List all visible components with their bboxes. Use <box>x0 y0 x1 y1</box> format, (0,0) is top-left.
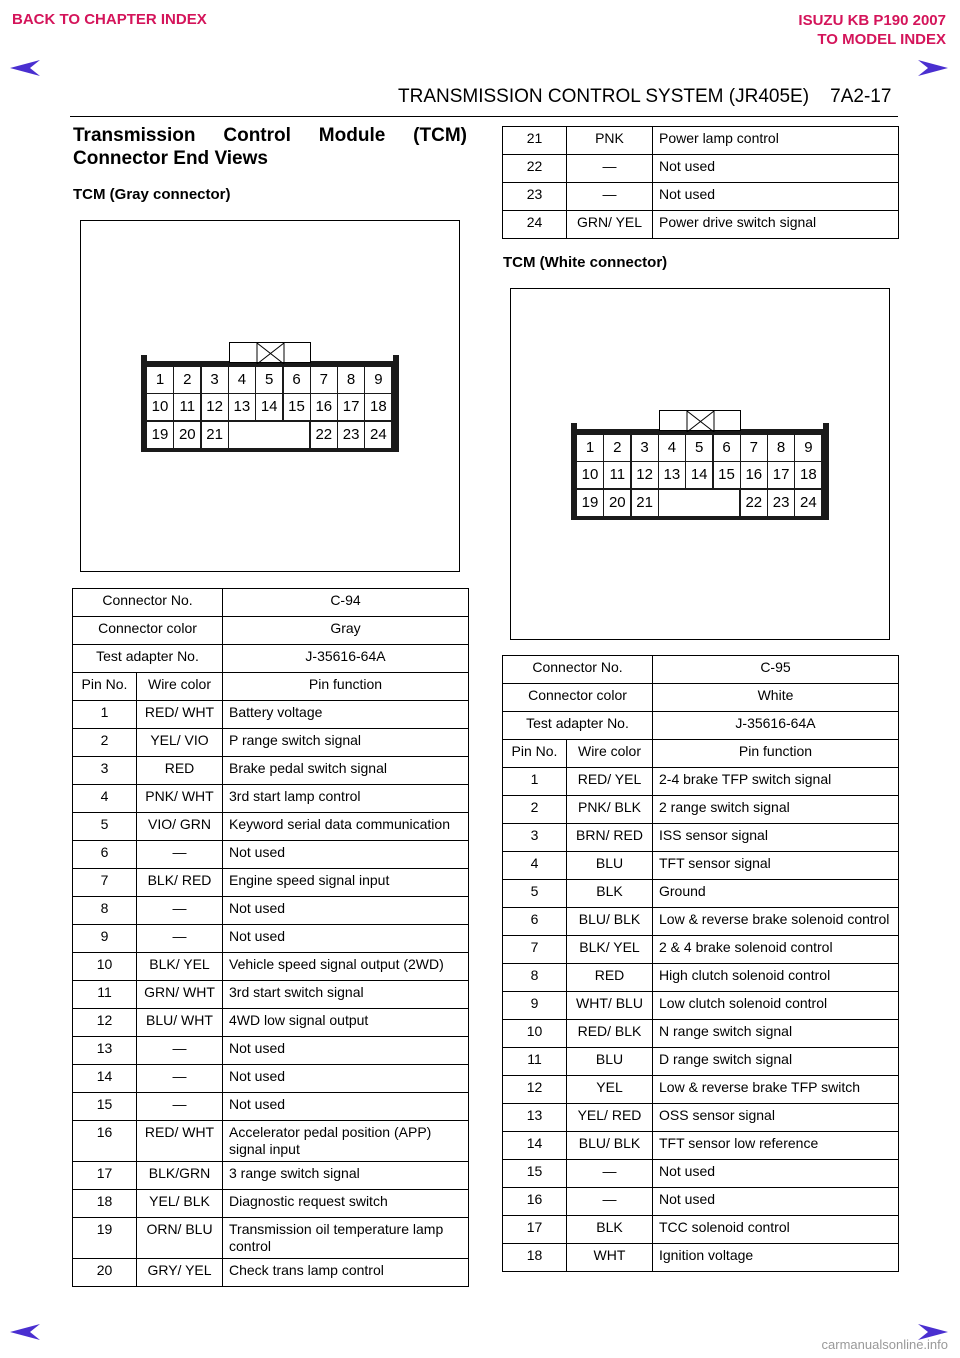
connector-pin: 12 <box>202 394 228 420</box>
connector-pin: 1 <box>147 367 173 393</box>
pin-function: Vehicle speed signal output (2WD) <box>223 953 469 981</box>
pin-function: Battery voltage <box>223 701 469 729</box>
table-row <box>73 1259 469 1287</box>
pin-number: 8 <box>503 964 567 992</box>
connector-latch <box>823 423 829 437</box>
gray-connector-table-continued <box>502 126 899 239</box>
wire-color: — <box>137 897 223 925</box>
pin-function: Not used <box>653 1188 899 1216</box>
table-row <box>503 936 899 964</box>
wire-color: PNK/ BLK <box>567 796 653 824</box>
connector-pin: 7 <box>311 367 337 393</box>
table-row <box>503 824 899 852</box>
connector-pin: 9 <box>365 367 391 393</box>
pin-number: 1 <box>503 768 567 796</box>
gray-info-row <box>73 589 469 617</box>
table-row <box>503 1020 899 1048</box>
table-row <box>503 852 899 880</box>
column-header-wire-color: Wire color <box>567 740 653 768</box>
pin-function: Not used <box>223 897 469 925</box>
connector-pin: 12 <box>632 462 658 488</box>
table-row <box>503 1076 899 1104</box>
pin-function: 3rd start switch signal <box>223 981 469 1009</box>
connector-pin: 15 <box>714 462 740 488</box>
connector-pin: 2 <box>174 367 200 393</box>
pin-function: Power drive switch signal <box>653 211 899 239</box>
table-row <box>503 1104 899 1132</box>
white-connector-figure <box>510 288 890 640</box>
wire-color: BLK/GRN <box>137 1162 223 1190</box>
wire-color: BLK <box>567 880 653 908</box>
wire-color: RED/ YEL <box>567 768 653 796</box>
pin-number: 21 <box>503 127 567 155</box>
key-cross-icon <box>660 411 742 432</box>
connector-pin: 10 <box>147 394 173 420</box>
pin-number: 5 <box>73 813 137 841</box>
pin-number: 6 <box>73 841 137 869</box>
pin-number: 4 <box>503 852 567 880</box>
connector-pin: 5 <box>256 367 282 393</box>
connector-pin: 21 <box>202 422 228 448</box>
pin-function: Not used <box>223 841 469 869</box>
wire-color: — <box>137 1093 223 1121</box>
connector-pin: 16 <box>741 462 767 488</box>
pin-number: 17 <box>503 1216 567 1244</box>
connector-blank-area <box>229 422 310 448</box>
connector-pin: 7 <box>741 435 767 461</box>
table-row <box>73 981 469 1009</box>
wire-color: PNK <box>567 127 653 155</box>
info-value: J-35616-64A <box>223 645 469 673</box>
wire-color: RED <box>567 964 653 992</box>
pin-function: Ignition voltage <box>653 1244 899 1272</box>
connector-latch <box>393 355 399 369</box>
table-row <box>73 1009 469 1037</box>
table-row <box>73 1065 469 1093</box>
connector-pin: 8 <box>768 435 794 461</box>
pin-function: P range switch signal <box>223 729 469 757</box>
connector-pin: 18 <box>795 462 821 488</box>
page-header-title: TRANSMISSION CONTROL SYSTEM (JR405E) 7A2-17 <box>398 86 892 107</box>
pin-function: 3rd start lamp control <box>223 785 469 813</box>
pin-number: 14 <box>503 1132 567 1160</box>
connector-pin: 9 <box>795 435 821 461</box>
wire-color: GRN/ YEL <box>567 211 653 239</box>
pin-number: 15 <box>503 1160 567 1188</box>
white-info-row <box>503 712 899 740</box>
connector-pin: 20 <box>174 422 200 448</box>
pin-function: Check trans lamp control <box>223 1259 469 1287</box>
table-row <box>503 155 899 183</box>
gray-connector-subhead: TCM (Gray connector) <box>73 186 231 203</box>
connector-pin: 14 <box>686 462 712 488</box>
connector-pin: 21 <box>632 490 658 516</box>
pin-function: Power lamp control <box>653 127 899 155</box>
wire-color: BLU <box>567 1048 653 1076</box>
column-header-pin-function: Pin function <box>223 673 469 701</box>
table-row <box>503 1244 899 1272</box>
table-row <box>73 1093 469 1121</box>
pin-number: 23 <box>503 183 567 211</box>
wire-color: RED/ WHT <box>137 1121 223 1162</box>
table-row <box>503 964 899 992</box>
wire-color: VIO/ GRN <box>137 813 223 841</box>
connector-pin: 15 <box>284 394 310 420</box>
pin-function: Not used <box>653 1160 899 1188</box>
connector-pin: 23 <box>338 422 364 448</box>
white-column-header-row <box>503 740 899 768</box>
pin-function: Not used <box>653 183 899 211</box>
connector-pin: 6 <box>714 435 740 461</box>
wire-color: RED/ BLK <box>567 1020 653 1048</box>
model-name: ISUZU KB P190 2007 <box>798 12 946 29</box>
pin-number: 22 <box>503 155 567 183</box>
connector-pin: 11 <box>604 462 630 488</box>
pin-number: 3 <box>503 824 567 852</box>
connector-pin: 20 <box>604 490 630 516</box>
info-value: Gray <box>223 617 469 645</box>
pin-number: 17 <box>73 1162 137 1190</box>
footer-watermark: carmanualsonline.info <box>821 1337 948 1352</box>
connector-pin: 22 <box>741 490 767 516</box>
info-label: Test adapter No. <box>73 645 223 673</box>
pin-function: ISS sensor signal <box>653 824 899 852</box>
info-label: Connector No. <box>503 656 653 684</box>
pin-number: 24 <box>503 211 567 239</box>
wire-color: GRN/ WHT <box>137 981 223 1009</box>
pin-function: TCC solenoid control <box>653 1216 899 1244</box>
pin-number: 2 <box>503 796 567 824</box>
gray-column-header-row <box>73 673 469 701</box>
pin-function: Keyword serial data communication <box>223 813 469 841</box>
connector-pin: 10 <box>577 462 603 488</box>
connector-pin: 24 <box>795 490 821 516</box>
pin-function: N range switch signal <box>653 1020 899 1048</box>
pin-function: Low & reverse brake TFP switch <box>653 1076 899 1104</box>
connector-pin: 23 <box>768 490 794 516</box>
table-row <box>503 1216 899 1244</box>
connector-pin: 13 <box>659 462 685 488</box>
connector-pin: 13 <box>229 394 255 420</box>
info-label: Connector No. <box>73 589 223 617</box>
key-cross-icon <box>230 343 312 364</box>
wire-color: BLU/ BLK <box>567 908 653 936</box>
wire-color: WHT/ BLU <box>567 992 653 1020</box>
table-row <box>503 183 899 211</box>
connector-pin: 3 <box>202 367 228 393</box>
info-label: Connector color <box>503 684 653 712</box>
connector-pin: 5 <box>686 435 712 461</box>
connector-pin: 6 <box>284 367 310 393</box>
table-row <box>503 992 899 1020</box>
pin-number: 7 <box>73 869 137 897</box>
connector-pin: 17 <box>768 462 794 488</box>
gray-connector-table <box>72 588 469 1287</box>
to-model-index-label: TO MODEL INDEX <box>817 31 946 48</box>
pin-number: 3 <box>73 757 137 785</box>
pin-function: 2 & 4 brake solenoid control <box>653 936 899 964</box>
pin-function: Not used <box>653 155 899 183</box>
pin-number: 10 <box>503 1020 567 1048</box>
pin-function: Transmission oil temperature lamp control <box>223 1218 469 1259</box>
info-value: C-95 <box>653 656 899 684</box>
wire-color: BLK/ RED <box>137 869 223 897</box>
white-connector-table <box>502 655 899 1272</box>
wire-color: PNK/ WHT <box>137 785 223 813</box>
pin-number: 5 <box>503 880 567 908</box>
column-header-pin-function: Pin function <box>653 740 899 768</box>
pin-number: 9 <box>73 925 137 953</box>
connector-pin: 22 <box>311 422 337 448</box>
column-header-pin-no: Pin No. <box>73 673 137 701</box>
left-arrow-icon[interactable] <box>8 1322 42 1342</box>
connector-pin: 18 <box>365 394 391 420</box>
pin-number: 9 <box>503 992 567 1020</box>
pin-number: 12 <box>73 1009 137 1037</box>
wire-color: BRN/ RED <box>567 824 653 852</box>
info-label: Test adapter No. <box>503 712 653 740</box>
pin-function: Not used <box>223 1065 469 1093</box>
pin-function: Low & reverse brake solenoid control <box>653 908 899 936</box>
wire-color: — <box>137 1065 223 1093</box>
pin-function: Brake pedal switch signal <box>223 757 469 785</box>
table-row <box>73 841 469 869</box>
wire-color: RED <box>137 757 223 785</box>
connector-pin: 16 <box>311 394 337 420</box>
wire-color: — <box>137 841 223 869</box>
connector-pin: 24 <box>365 422 391 448</box>
pin-number: 18 <box>503 1244 567 1272</box>
pin-function: OSS sensor signal <box>653 1104 899 1132</box>
wire-color: BLK/ YEL <box>137 953 223 981</box>
table-row <box>73 1121 469 1162</box>
table-row <box>503 796 899 824</box>
column-header-wire-color: Wire color <box>137 673 223 701</box>
table-row <box>73 869 469 897</box>
pin-number: 2 <box>73 729 137 757</box>
table-row <box>73 1190 469 1218</box>
table-row <box>503 1188 899 1216</box>
pin-function: Engine speed signal input <box>223 869 469 897</box>
pin-function: TFT sensor signal <box>653 852 899 880</box>
wire-color: YEL/ VIO <box>137 729 223 757</box>
table-row <box>503 127 899 155</box>
pin-number: 11 <box>73 981 137 1009</box>
pin-function: Diagnostic request switch <box>223 1190 469 1218</box>
connector-pin: 3 <box>632 435 658 461</box>
wire-color: WHT <box>567 1244 653 1272</box>
pin-number: 7 <box>503 936 567 964</box>
wire-color: RED/ WHT <box>137 701 223 729</box>
table-row <box>73 1037 469 1065</box>
connector-pin: 17 <box>338 394 364 420</box>
connector-pin: 4 <box>229 367 255 393</box>
wire-color: BLK/ YEL <box>567 936 653 964</box>
back-to-chapter-index-link[interactable]: BACK TO CHAPTER INDEX <box>12 11 207 28</box>
white-connector-diagram <box>571 410 829 520</box>
table-row <box>73 953 469 981</box>
wire-color: — <box>567 1160 653 1188</box>
table-row <box>73 757 469 785</box>
pin-number: 10 <box>73 953 137 981</box>
connector-pin: 19 <box>147 422 173 448</box>
pin-number: 16 <box>503 1188 567 1216</box>
pin-function: 2-4 brake TFP switch signal <box>653 768 899 796</box>
wire-color: YEL/ BLK <box>137 1190 223 1218</box>
pin-number: 20 <box>73 1259 137 1287</box>
table-row <box>503 880 899 908</box>
pin-number: 18 <box>73 1190 137 1218</box>
pin-number: 12 <box>503 1076 567 1104</box>
gray-connector-figure <box>80 220 460 572</box>
pin-function: 3 range switch signal <box>223 1162 469 1190</box>
pin-function: 4WD low signal output <box>223 1009 469 1037</box>
pin-function: Accelerator pedal position (APP) signal input <box>223 1121 469 1162</box>
table-row <box>503 1048 899 1076</box>
connector-key <box>659 410 741 431</box>
table-row <box>73 1162 469 1190</box>
pin-number: 13 <box>503 1104 567 1132</box>
table-row <box>73 925 469 953</box>
pin-number: 11 <box>503 1048 567 1076</box>
info-value: J-35616-64A <box>653 712 899 740</box>
table-row <box>503 1132 899 1160</box>
gray-info-row <box>73 617 469 645</box>
wire-color: ORN/ BLU <box>137 1218 223 1259</box>
connector-pin: 19 <box>577 490 603 516</box>
connector-pin: 11 <box>174 394 200 420</box>
info-value: White <box>653 684 899 712</box>
model-index-link[interactable] <box>798 11 946 49</box>
table-row <box>73 1218 469 1259</box>
wire-color: — <box>567 183 653 211</box>
pin-number: 19 <box>73 1218 137 1259</box>
connector-pin: 1 <box>577 435 603 461</box>
pin-function: 2 range switch signal <box>653 796 899 824</box>
wire-color: BLK <box>567 1216 653 1244</box>
table-row <box>73 897 469 925</box>
pin-function: D range switch signal <box>653 1048 899 1076</box>
pin-number: 13 <box>73 1037 137 1065</box>
wire-color: — <box>137 1037 223 1065</box>
right-arrow-icon[interactable] <box>916 58 950 78</box>
wire-color: YEL <box>567 1076 653 1104</box>
wire-color: — <box>567 155 653 183</box>
pin-function: High clutch solenoid control <box>653 964 899 992</box>
table-row <box>73 729 469 757</box>
header-divider <box>70 116 898 117</box>
info-label: Connector color <box>73 617 223 645</box>
wire-color: BLU/ BLK <box>567 1132 653 1160</box>
white-info-row <box>503 684 899 712</box>
connector-pin: 8 <box>338 367 364 393</box>
wire-color: — <box>137 925 223 953</box>
wire-color: — <box>567 1188 653 1216</box>
pin-number: 6 <box>503 908 567 936</box>
gray-connector-diagram <box>141 342 399 452</box>
pin-function: Not used <box>223 1037 469 1065</box>
pin-function: Not used <box>223 925 469 953</box>
wire-color: BLU <box>567 852 653 880</box>
gray-info-row <box>73 645 469 673</box>
pin-function: Not used <box>223 1093 469 1121</box>
table-row <box>503 211 899 239</box>
pin-number: 14 <box>73 1065 137 1093</box>
pin-function: Low clutch solenoid control <box>653 992 899 1020</box>
pin-number: 8 <box>73 897 137 925</box>
pin-function: TFT sensor low reference <box>653 1132 899 1160</box>
table-row <box>73 785 469 813</box>
pin-number: 15 <box>73 1093 137 1121</box>
table-row <box>503 908 899 936</box>
table-row <box>73 701 469 729</box>
wire-color: GRY/ YEL <box>137 1259 223 1287</box>
table-row <box>503 768 899 796</box>
pin-number: 16 <box>73 1121 137 1162</box>
wire-color: BLU/ WHT <box>137 1009 223 1037</box>
section-title: Transmission Control Module (TCM) Connector End Views <box>73 125 467 169</box>
left-arrow-icon[interactable] <box>8 58 42 78</box>
connector-pin: 2 <box>604 435 630 461</box>
connector-key <box>229 342 311 363</box>
white-info-row <box>503 656 899 684</box>
pin-number: 1 <box>73 701 137 729</box>
pin-number: 4 <box>73 785 137 813</box>
info-value: C-94 <box>223 589 469 617</box>
table-row <box>73 813 469 841</box>
table-row <box>503 1160 899 1188</box>
connector-blank-area <box>659 490 740 516</box>
white-connector-subhead: TCM (White connector) <box>503 254 668 271</box>
connector-pin: 14 <box>256 394 282 420</box>
wire-color: YEL/ RED <box>567 1104 653 1132</box>
pin-function: Ground <box>653 880 899 908</box>
connector-pin: 4 <box>659 435 685 461</box>
column-header-pin-no: Pin No. <box>503 740 567 768</box>
